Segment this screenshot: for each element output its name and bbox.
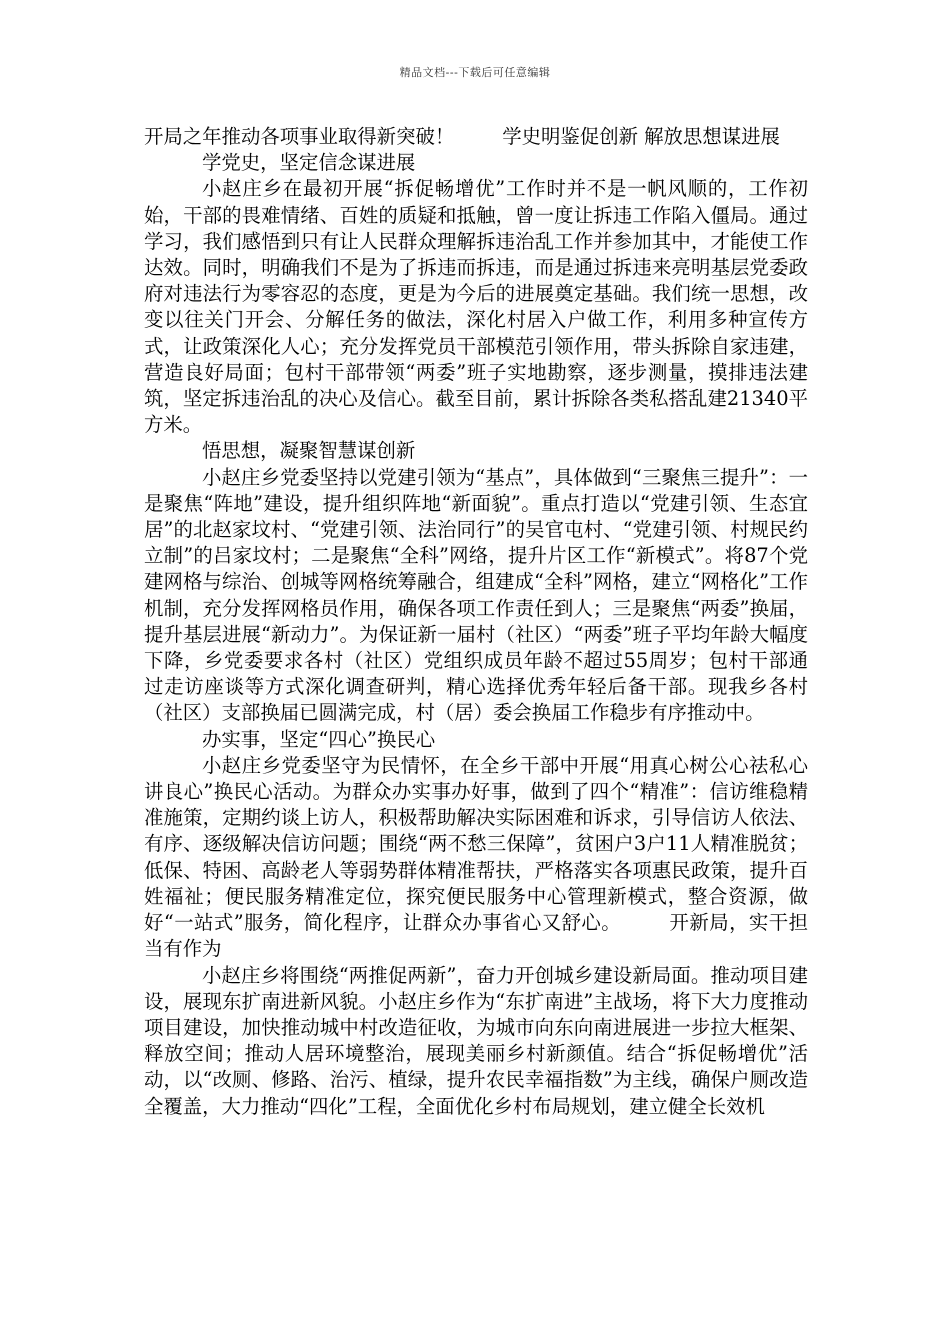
section-body-4: 小赵庄乡将围绕“两推促两新”，奋力开创城乡建设新局面。推动项目建设，展现东扩南进新风貌。小赵庄乡作为“东扩南进”主战场，将下大力度推动项目建设，加快推动城中村改造征收，为城市向东向南进展进一步拉大框架、释放空间；推动人居环境整治，展现美丽乡村新颜值。结合“拆促畅增优”活动，以“改厕、修路、治污、植绿，提升农民幸福指数”为主线，确保户厕改造全覆盖，大力推动“四化”工程，全面优化乡村布局规划，建立健全长效机	[144, 963, 808, 1118]
section-heading-2: 悟思想，凝聚智慧谋创新	[202, 439, 416, 463]
title-part-2: 学史明鉴促创新 解放思想谋进展	[502, 125, 780, 148]
section-heading-4: 开新局，实干担当有作为	[144, 911, 809, 961]
title-part-1: 开局之年推动各项事业取得新突破！	[144, 125, 455, 148]
section-body-2: 小赵庄乡党委坚持以党建引领为“基点”，具体做到“三聚焦三提升”：一是聚焦“阵地”建设，提升组织阵地“新面貌”。重点打造以“党建引领、生态宜居”的北赵家坟村、“党建引领、法治同行”的吴官屯村、“党建引领、村规民约立制”的吕家坟村；二是聚焦“全科”网络，提升片区工作“新模式”。将87个党建网格与综治、创城等网格统筹融合，组建成“全科”网格，建立“网格化”工作机制，充分发挥网格员作用，确保各项工作责任到人；三是聚焦“两委”换届，提升基层进展“新动力”。为保证新一届村（社区）“两委”班子平均年龄大幅度下降，乡党委要求各村（社区）党组织成员年龄不超过55周岁；包村干部通过走访座谈等方式深化调查研判，精心选择优秀年轻后备干部。现我乡各村（社区）支部换届已圆满完成，村（居）委会换届工作稳步有序推动中。	[144, 465, 808, 725]
document-body	[144, 124, 808, 1120]
page-header: 精品文档---下载后可任意编辑	[399, 66, 551, 79]
section-heading-3: 办实事，坚定“四心”换民心	[202, 727, 436, 751]
section-body-3	[144, 753, 808, 963]
document-title	[144, 124, 808, 150]
section-body-3-text: 小赵庄乡党委坚守为民情怀，在全乡干部中开展“用真心树公心祛私心讲良心”换民心活动。为群众办实事办好事，做到了四个“精准”：信访维稳精准施策，定期约谈上访人，积极帮助解决实际困难和诉求，引导信访人依法、有序、逐级解决信访问题；围绕“两不愁三保障”，贫困户3户11人精准脱贫；低保、特困、高龄老人等弱势群体精准帮扶，严格落实各项惠民政策，提升百姓福祉；便民服务精准定位，探究便民服务中心管理新模式，整合资源，做好“一站式”服务，简化程序，让群众办事省心又舒心。	[144, 753, 808, 935]
section-body-1: 小赵庄乡在最初开展“拆促畅增优”工作时并不是一帆风顺的，工作初始，干部的畏难情绪、百姓的质疑和抵触，曾一度让拆违工作陷入僵局。通过学习，我们感悟到只有让人民群众理解拆违治乱工作并参加其中，才能使工作达效。同时，明确我们不是为了拆违而拆违，而是通过拆违来亮明基层党委政府对违法行为零容忍的态度，更是为今后的进展奠定基础。我们统一思想，改变以往关门开会、分解任务的做法，深化村居入户做工作，利用多种宣传方式，让政策深化人心；充分发挥党员干部模范引领作用，带头拆除自家违建，营造良好局面；包村干部带领“两委”班子实地勘察，逐步测量，摸排违法建筑，坚定拆违治乱的决心及信心。截至目前，累计拆除各类私搭乱建21340平方米。	[144, 177, 808, 437]
section-heading-1: 学党史，坚定信念谋进展	[202, 151, 416, 175]
